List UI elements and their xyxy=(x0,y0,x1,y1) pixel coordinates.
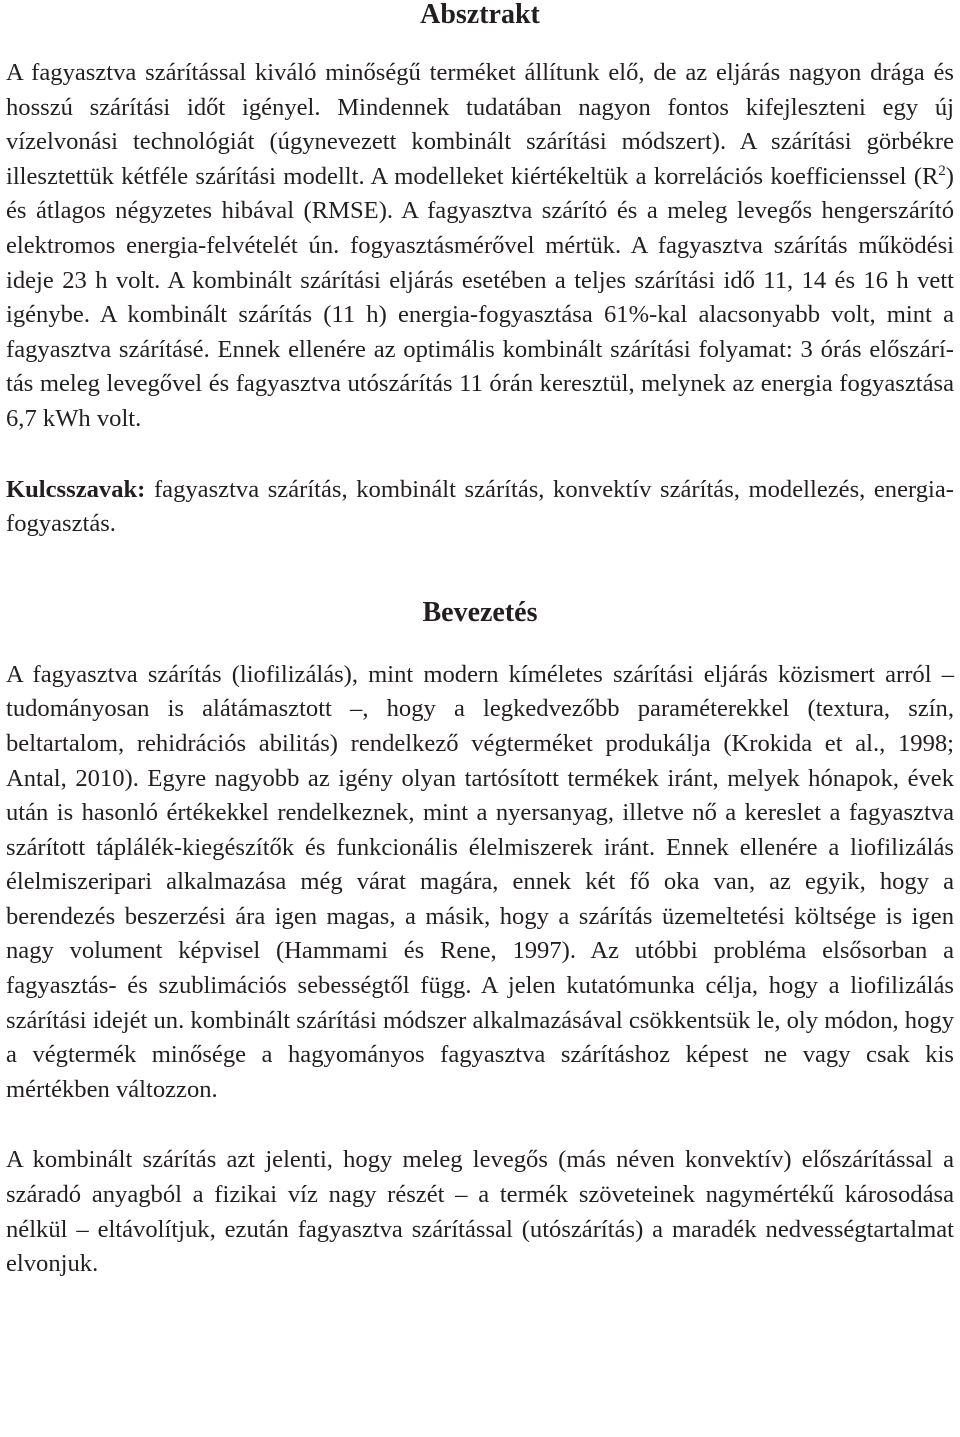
r-squared-superscript: 2 xyxy=(938,162,946,179)
introduction-paragraph-1: A fagyasztva szárítás (liofilizálás), mint modern kíméletes szárítási eljárás közismert arról – tudományosan is alátámasztott –, hogy a legkedvezőbb paraméterekkel (textura, szín, beltartalom, rehidrációs abilitás) rendelkező végterméket produkálja (Krokida et al., 1998; Antal, 2010). Egyre nagyobb az igény olyan tartósított termékek iránt, melyek hónapok, évek után is hasonló értékekkel rendelkeznek, mint a nyersanyag, illetve nő a kereslet a fagyasztva szárított táplálék-kiegészítők és funkcionális élelmiszerek iránt. Ennek ellenére a liofilizálás élelmiszeripari alkalmazása még várat magára, ennek két fő oka van, az egyik, hogy a berendezés beszerzési ára igen magas, a másik, hogy a szárítás üzemeltetési költsége is igen nagy volument képvisel (Hammami és Rene, 1997). Az utóbbi probléma elsősorban a fagyasztás- és szublimációs sebességtől függ. A jelen kutatómunka célja, hogy a liofilizálás szárítási idejét un. kombinált szárítási módszer alkalmazásával csökkentsük le, oly módon, hogy a végtermék minősége a hagyományos fagyasztva szárításhoz képest ne vagy csak kis mértékben változzon. xyxy=(6,660,954,1103)
abstract-text-part-2: ) és átlagos négyzetes hibával (RMSE). A fagyasztva szárító és a meleg levegős hengerszárító elektromos energia-felvételét ún. fogyasztásmérővel mértük. A fagyasztva szárítás működési ideje 23 h volt. A kombinált szárítási eljárás esetében a teljes szárítási idő 11, 14 és 16 h vett igénybe. A kombinált szárítás (11 h) energia-fogyasztása 61%-kal alacsonyabb volt, mint a fagyasztva szárításé. Ennek ellenére az optimális kombinált szárítási folyamat: 3 órás előszárítás meleg levegővel és fagyasztva utószárítás 11 órán keresztül, melynek az energia fogyasztása 6,7 kWh volt. xyxy=(6,162,954,432)
introduction-heading: Bevezetés xyxy=(422,596,538,628)
keywords-text: fagyasztva szárítás, kombinált szárítás, konvektív szárítás, modellezés, energia-fogyasztás. xyxy=(6,475,954,538)
page xyxy=(6,0,954,1282)
keywords-label: Kulcsszavak: xyxy=(6,475,146,503)
abstract-text-part-1: A fagyasztva szárítással kiváló minőségű terméket állítunk elő, de az eljárás nagyon drága és hosszú szárítási időt igényel. Mindennek tudatában nagyon fontos kifejleszteni egy új vízelvonási technológiát (úgynevezett kombinált szárítási módszert). A szárítási görbékre illesztettük kétféle szárítási modellt. A modelleket kiértékeltük a korrelációs koefficienssel (R xyxy=(6,59,954,190)
abstract-heading: Absztrakt xyxy=(420,0,540,30)
keywords-paragraph xyxy=(6,473,954,542)
introduction-paragraph-2: A kombinált szárítás azt jelenti, hogy meleg levegős (más néven konvektív) előszárítással a száradó anyagból a fizikai víz nagy részét – a termék szöveteinek nagymértékű károsodása nélkül – eltávolítjuk, ezután fagyasztva szárítással (utószárítás) a maradék nedvességtartalmat elvonjuk. xyxy=(6,1146,954,1278)
abstract-paragraph xyxy=(6,56,954,437)
